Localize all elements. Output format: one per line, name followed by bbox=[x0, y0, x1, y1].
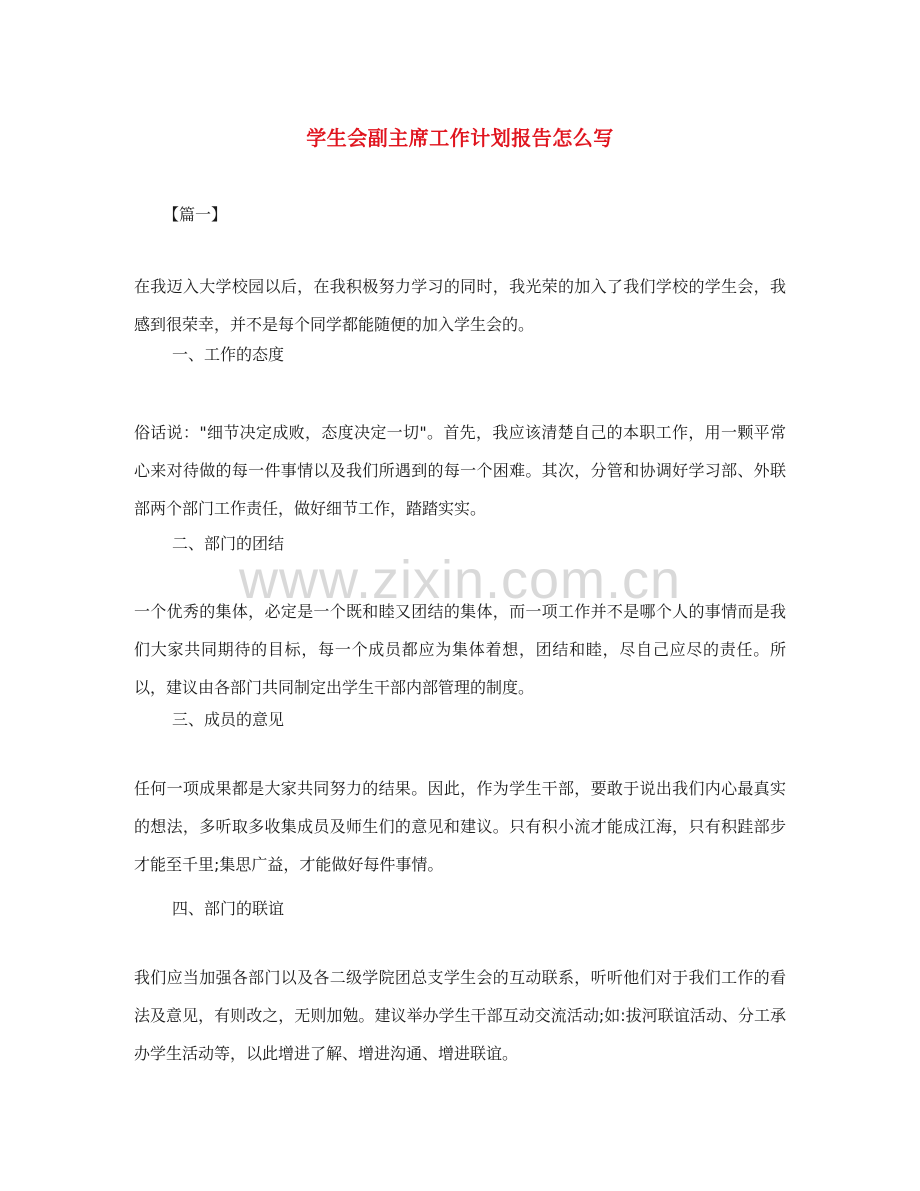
heading-unity: 二、部门的团结 bbox=[172, 534, 285, 553]
heading-liaison: 四、部门的联谊 bbox=[172, 899, 285, 918]
heading-opinions: 三、成员的意见 bbox=[172, 710, 285, 729]
intro-paragraph: 在我迈入大学校园以后，在我积极努力学习的同时，我光荣的加入了我们学校的学生会，我感到很荣幸，并不是每个同学都能随便的加入学生会的。 bbox=[134, 277, 786, 334]
watermark: www.zixin.com.cn bbox=[238, 550, 682, 610]
paragraph-opinions: 任何一项成果都是大家共同努力的结果。因此，作为学生干部，要敢于说出我们内心最真实的想法，多听取多收集成员及师生们的意见和建议。只有积小流才能成江海，只有积跬部步才能至千里;集思广益，才能做好每件事情。 bbox=[134, 779, 786, 874]
heading-attitude: 一、工作的态度 bbox=[172, 345, 285, 364]
paragraph-unity: 一个优秀的集体，必定是一个既和睦又团结的集体，而一项工作并不是哪个人的事情而是我们大家共同期待的目标，每一个成员都应为集体着想，团结和睦，尽自己应尽的责任。所以，建议由各部门共同制定出学生干部内部管理的制度。 bbox=[134, 602, 786, 697]
section-tag: 【篇一】 bbox=[163, 205, 228, 224]
document-title: 学生会副主席工作计划报告怎么写 bbox=[306, 126, 614, 150]
paragraph-liaison: 我们应当加强各部门以及各二级学院团总支学生会的互动联系，听听他们对于我们工作的看法及意见，有则改之，无则加勉。建议举办学生干部互动交流活动;如:拔河联谊活动、分工承办学生活动等，以此增进了解、增进沟通、增进联谊。 bbox=[134, 968, 786, 1063]
paragraph-attitude: 俗话说："细节决定成败，态度决定一切"。首先，我应该清楚自己的本职工作，用一颗平常心来对待做的每一件事情以及我们所遇到的每一个困难。其次，分管和协调好学习部、外联部两个部门工作责任，做好细节工作，踏踏实实。 bbox=[134, 423, 786, 518]
